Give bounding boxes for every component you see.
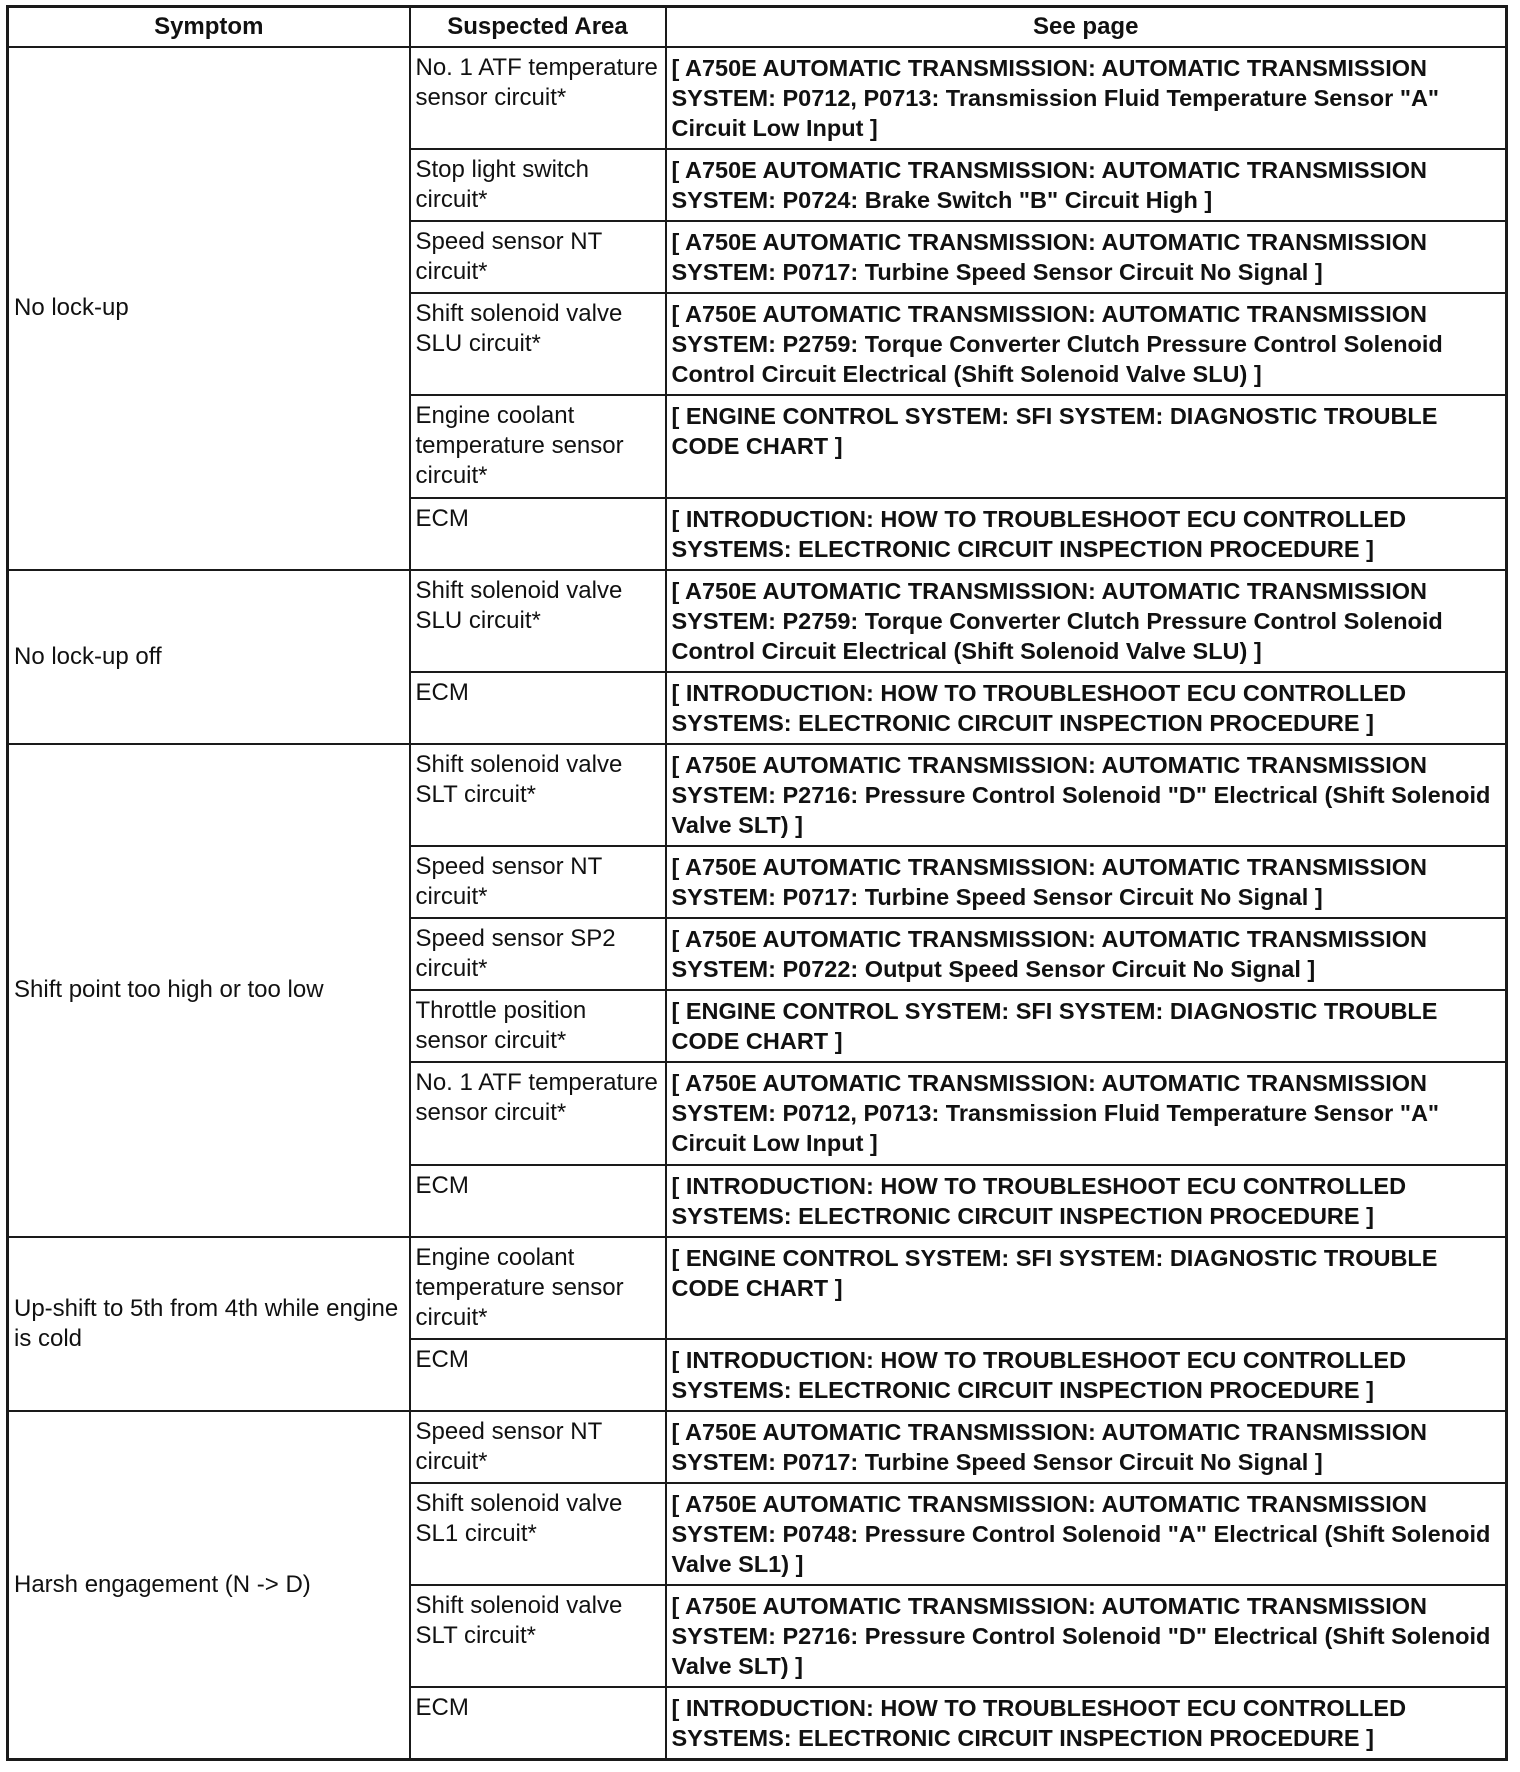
see-page-cell: [ A750E AUTOMATIC TRANSMISSION: AUTOMATIC TRANSMISSION SYSTEM: P2716: Pressure Control Solenoid "D" Electrical (Shift Solenoid Valve SLT) ] — [666, 744, 1507, 846]
suspected-area-cell: No. 1 ATF temperature sensor circuit* — [410, 47, 666, 149]
see-page-cell: [ A750E AUTOMATIC TRANSMISSION: AUTOMATIC TRANSMISSION SYSTEM: P2759: Torque Converter Clutch Pressure Control Solenoid Control Circuit Electrical (Shift Solenoid Valve SLU) ] — [666, 293, 1507, 395]
suspected-area-cell: Engine coolant temperature sensor circuit* — [410, 395, 666, 497]
suspected-area-cell: Shift solenoid valve SLU circuit* — [410, 570, 666, 672]
suspected-area-cell: Shift solenoid valve SLT circuit* — [410, 1585, 666, 1687]
suspected-area-cell: Shift solenoid valve SLT circuit* — [410, 744, 666, 846]
suspected-area-cell: ECM — [410, 1687, 666, 1759]
see-page-cell: [ A750E AUTOMATIC TRANSMISSION: AUTOMATIC TRANSMISSION SYSTEM: P0748: Pressure Control Solenoid "A" Electrical (Shift Solenoid Valve SL1) ] — [666, 1483, 1507, 1585]
header-row — [8, 7, 1507, 48]
see-page-cell: [ A750E AUTOMATIC TRANSMISSION: AUTOMATIC TRANSMISSION SYSTEM: P0717: Turbine Speed Sensor Circuit No Signal ] — [666, 221, 1507, 293]
see-page-cell: [ A750E AUTOMATIC TRANSMISSION: AUTOMATIC TRANSMISSION SYSTEM: P0722: Output Speed Sensor Circuit No Signal ] — [666, 918, 1507, 990]
header-see-page: See page — [666, 7, 1507, 48]
symptom-cell: Up-shift to 5th from 4th while engine is cold — [8, 1237, 410, 1411]
see-page-cell: [ INTRODUCTION: HOW TO TROUBLESHOOT ECU CONTROLLED SYSTEMS: ELECTRONIC CIRCUIT INSPECTION PROCEDURE ] — [666, 1339, 1507, 1411]
suspected-area-cell: Throttle position sensor circuit* — [410, 990, 666, 1062]
see-page-cell: [ A750E AUTOMATIC TRANSMISSION: AUTOMATIC TRANSMISSION SYSTEM: P0717: Turbine Speed Sensor Circuit No Signal ] — [666, 846, 1507, 918]
see-page-cell: [ A750E AUTOMATIC TRANSMISSION: AUTOMATIC TRANSMISSION SYSTEM: P0717: Turbine Speed Sensor Circuit No Signal ] — [666, 1411, 1507, 1483]
table-row — [8, 47, 1507, 149]
see-page-cell: [ A750E AUTOMATIC TRANSMISSION: AUTOMATIC TRANSMISSION SYSTEM: P0712, P0713: Transmission Fluid Temperature Sensor "A" Circuit Low Input ] — [666, 47, 1507, 149]
suspected-area-cell: ECM — [410, 498, 666, 570]
symptom-cell: Shift point too high or too low — [8, 744, 410, 1237]
see-page-cell: [ A750E AUTOMATIC TRANSMISSION: AUTOMATIC TRANSMISSION SYSTEM: P0712, P0713: Transmission Fluid Temperature Sensor "A" Circuit Low Input ] — [666, 1062, 1507, 1164]
symptom-cell: No lock-up — [8, 47, 410, 570]
see-page-cell: [ A750E AUTOMATIC TRANSMISSION: AUTOMATIC TRANSMISSION SYSTEM: P2759: Torque Converter Clutch Pressure Control Solenoid Control Circuit Electrical (Shift Solenoid Valve SLU) ] — [666, 570, 1507, 672]
see-page-cell: [ A750E AUTOMATIC TRANSMISSION: AUTOMATIC TRANSMISSION SYSTEM: P0724: Brake Switch "B" Circuit High ] — [666, 149, 1507, 221]
table-row — [8, 570, 1507, 672]
suspected-area-cell: Speed sensor NT circuit* — [410, 1411, 666, 1483]
suspected-area-cell: Stop light switch circuit* — [410, 149, 666, 221]
suspected-area-cell: No. 1 ATF temperature sensor circuit* — [410, 1062, 666, 1164]
suspected-area-cell: ECM — [410, 672, 666, 744]
table-row — [8, 1411, 1507, 1483]
suspected-area-cell: Engine coolant temperature sensor circuit* — [410, 1237, 666, 1339]
table-body — [8, 47, 1507, 1760]
suspected-area-cell: Shift solenoid valve SLU circuit* — [410, 293, 666, 395]
see-page-cell: [ INTRODUCTION: HOW TO TROUBLESHOOT ECU CONTROLLED SYSTEMS: ELECTRONIC CIRCUIT INSPECTION PROCEDURE ] — [666, 1687, 1507, 1759]
see-page-cell: [ INTRODUCTION: HOW TO TROUBLESHOOT ECU CONTROLLED SYSTEMS: ELECTRONIC CIRCUIT INSPECTION PROCEDURE ] — [666, 1165, 1507, 1237]
suspected-area-cell: Speed sensor SP2 circuit* — [410, 918, 666, 990]
table-row — [8, 1237, 1507, 1339]
suspected-area-cell: Speed sensor NT circuit* — [410, 221, 666, 293]
see-page-cell: [ ENGINE CONTROL SYSTEM: SFI SYSTEM: DIAGNOSTIC TROUBLE CODE CHART ] — [666, 990, 1507, 1062]
table-row — [8, 744, 1507, 846]
header-symptom: Symptom — [8, 7, 410, 48]
see-page-cell: [ A750E AUTOMATIC TRANSMISSION: AUTOMATIC TRANSMISSION SYSTEM: P2716: Pressure Control Solenoid "D" Electrical (Shift Solenoid Valve SLT) ] — [666, 1585, 1507, 1687]
symptom-cell: No lock-up off — [8, 570, 410, 744]
suspected-area-cell: Shift solenoid valve SL1 circuit* — [410, 1483, 666, 1585]
troubleshooting-table — [6, 5, 1508, 1761]
suspected-area-cell: ECM — [410, 1165, 666, 1237]
suspected-area-cell: ECM — [410, 1339, 666, 1411]
header-suspected-area: Suspected Area — [410, 7, 666, 48]
symptom-cell: Harsh engagement (N -> D) — [8, 1411, 410, 1760]
see-page-cell: [ ENGINE CONTROL SYSTEM: SFI SYSTEM: DIAGNOSTIC TROUBLE CODE CHART ] — [666, 395, 1507, 497]
see-page-cell: [ ENGINE CONTROL SYSTEM: SFI SYSTEM: DIAGNOSTIC TROUBLE CODE CHART ] — [666, 1237, 1507, 1339]
see-page-cell: [ INTRODUCTION: HOW TO TROUBLESHOOT ECU CONTROLLED SYSTEMS: ELECTRONIC CIRCUIT INSPECTION PROCEDURE ] — [666, 498, 1507, 570]
suspected-area-cell: Speed sensor NT circuit* — [410, 846, 666, 918]
see-page-cell: [ INTRODUCTION: HOW TO TROUBLESHOOT ECU CONTROLLED SYSTEMS: ELECTRONIC CIRCUIT INSPECTION PROCEDURE ] — [666, 672, 1507, 744]
